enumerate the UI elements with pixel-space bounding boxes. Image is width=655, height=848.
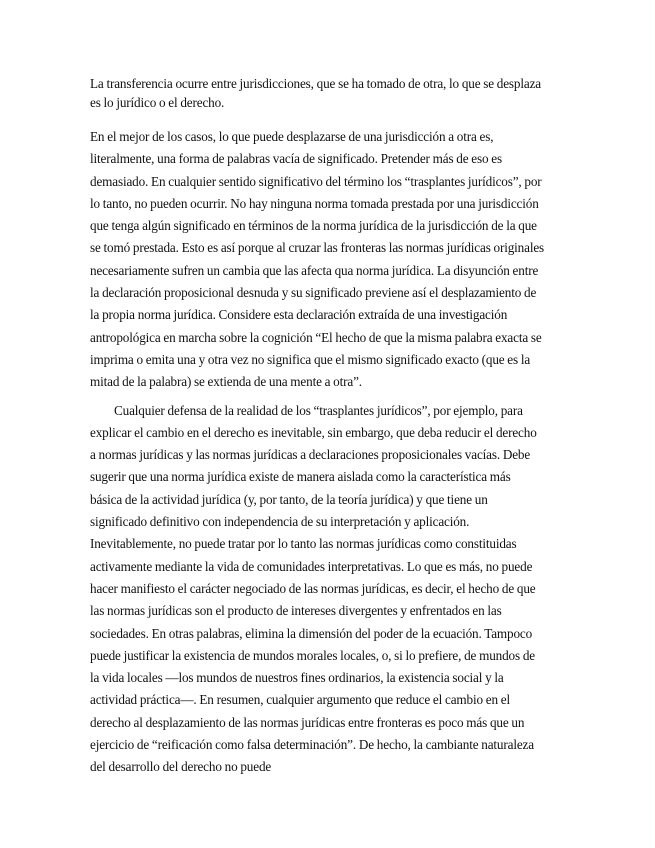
paragraph-defense: Cualquier defensa de la realidad de los “trasplantes jurídicos”, por ejemplo, para explicar el cambio en el derecho es inevitable, sin embargo, que deba reducir el derecho a normas jurídicas y las normas jurídicas a declaraciones proposicionales vacías. Debe sugerir que una norma jurídica existe de manera aislada como la característica más básica de la actividad jurídica (y, por tanto, de la teoría jurídica) y que tiene un significado definitivo con independencia de su interpretación y aplicación. Inevitablemente, no puede tratar por lo tanto las normas jurídicas como constituidas activamente mediante la vida de comunidades interpretativas. Lo que es más, no puede hacer manifiesto el carácter negociado de las normas jurídicas, es decir, el hecho de que las normas jurídicas son el producto de intereses divergentes y enfrentados en las sociedades. En otras palabras, elimina la dimensión del poder de la ecuación. Tampoco puede justificar la existencia de mundos morales locales, o, si lo prefiere, de mundos de la vida locales —los mundos de nuestros fines ordinarios, la existencia social y la actividad práctica—. En resumen, cualquier argumento que reduce el cambio en el derecho al desplazamiento de las normas jurídicas entre fronteras es poco más que un ejercicio de “reificación como falsa determinación”. De hecho, la cambiante naturaleza del desarrollo del derecho no puede xyxy=(90,402,537,775)
paragraph-transplants: En el mejor de los casos, lo que puede desplazarse de una jurisdicción a otra es, literalmente, una forma de palabras vacía de significado. Pretender más de eso es demasiado. En cualquier sentido significativo del término los “trasplantes jurídicos”, por lo tanto, no pueden ocurrir. No hay ninguna norma tomada prestada por una jurisdicción que tenga algún significado en términos de la norma jurídica de la jurisdicción de la que se tomó prestada. Esto es así porque al cruzar las fronteras las normas jurídicas originales necesariamente sufren un cambia que las afecta qua norma jurídica. La disyunción entre la declaración proposicional desnuda y su significado previene así el desplazamiento de la propia norma jurídica. Considere esta declaración extraída de una investigación antropológica en marcha sobre la cognición “El hecho de que la misma palabra exacta se imprima o emita una y otra vez no significa que el mismo significado exacto (que es la mitad de la palabra) se extienda de una mente a otra”. xyxy=(90,129,545,390)
document-page xyxy=(90,74,545,779)
paragraph-intro: La transferencia ocurre entre jurisdicciones, que se ha tomado de otra, lo que se desplaza es lo jurídico o el derecho. xyxy=(90,76,541,110)
